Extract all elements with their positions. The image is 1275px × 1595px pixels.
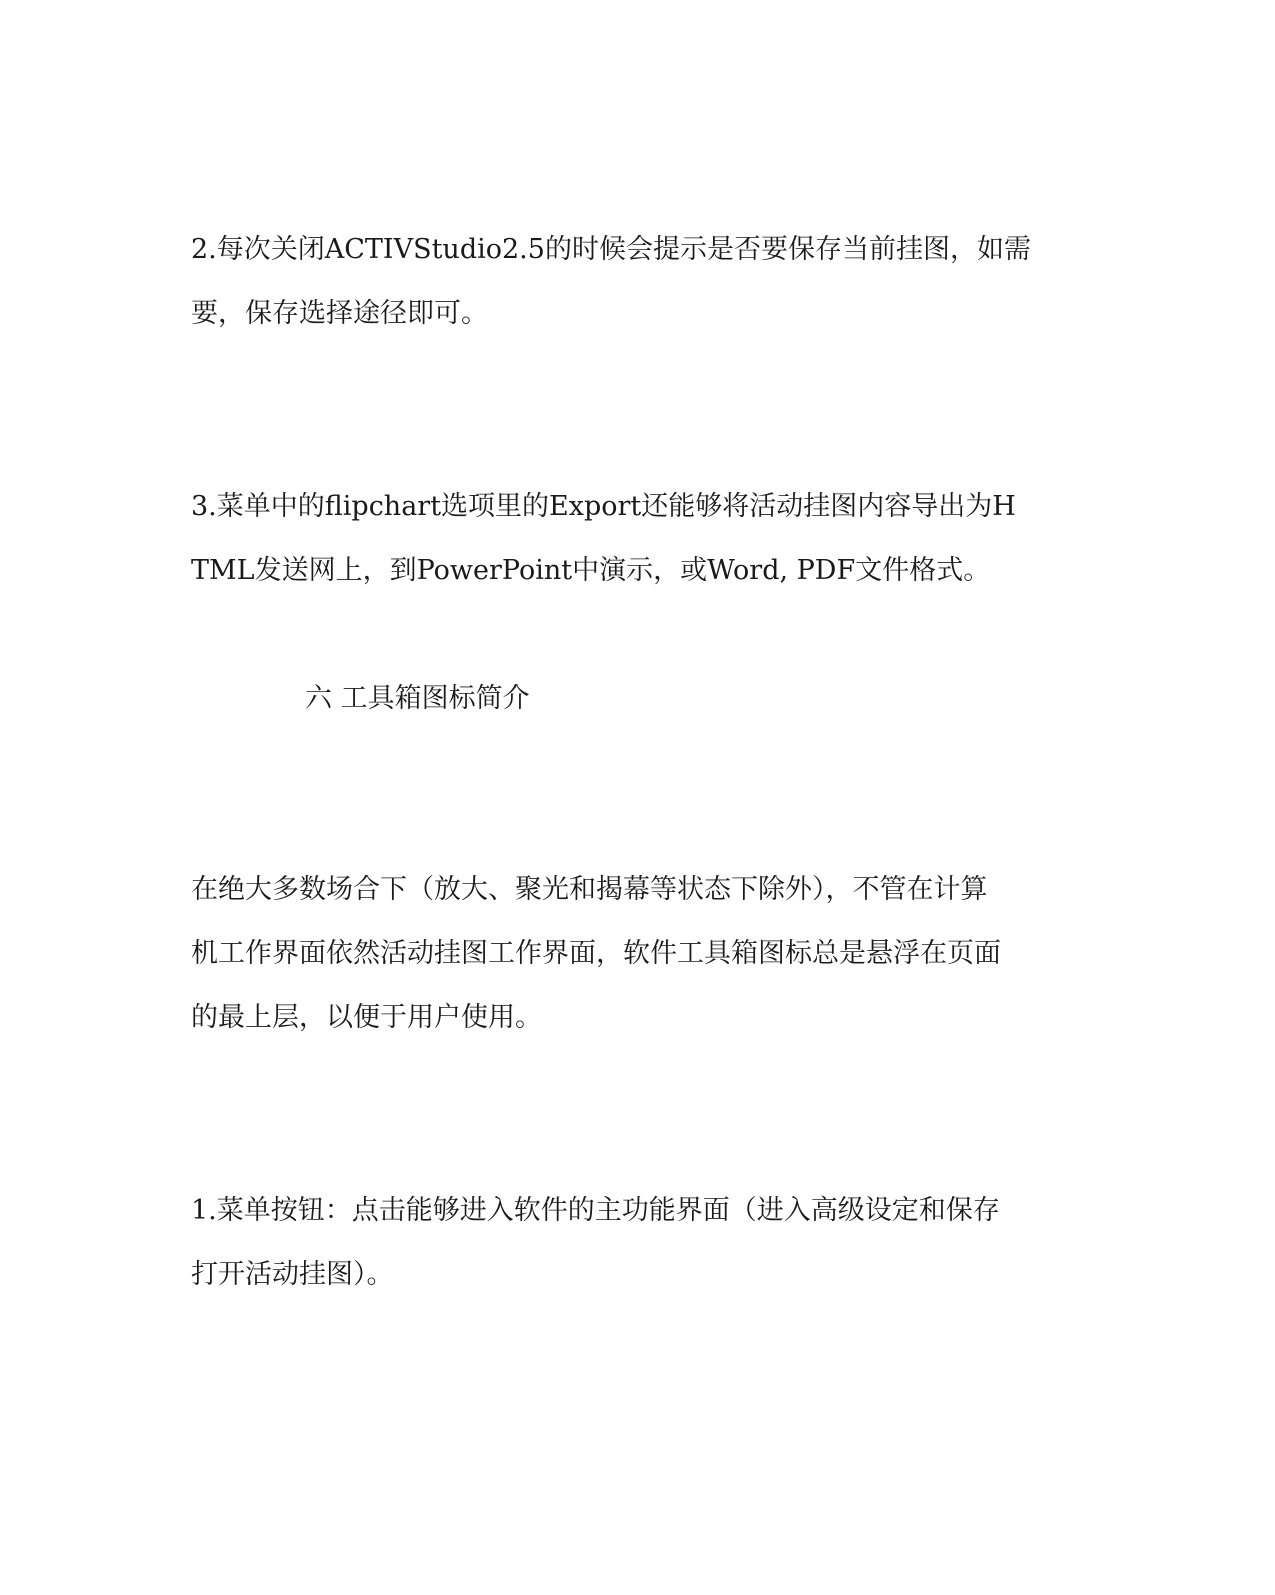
text-line: 机工作界面依然活动挂图工作界面，软件工具箱图标总是悬浮在页面	[191, 938, 1001, 969]
section-heading: 六 工具箱图标简介	[305, 683, 530, 714]
text-line: 的最上层，以便于用户使用。	[191, 1002, 542, 1033]
paragraph-save-prompt	[191, 218, 1051, 346]
text-line: 2.每次关闭ACTIVStudio2.5的时候会提示是否要保存当前挂图，如需	[191, 234, 1031, 265]
paragraph-toolbox-intro	[191, 858, 1051, 1050]
text-line: TML发送网上，到PowerPoint中演示，或Word, PDF文件格式。	[191, 555, 991, 586]
text-line: 要，保存选择途径即可。	[191, 298, 488, 329]
text-line: 1.菜单按钮：点击能够进入软件的主功能界面（进入高级设定和保存	[191, 1195, 1000, 1226]
paragraph-export	[191, 475, 1051, 603]
paragraph-menu-button	[191, 1179, 1051, 1307]
text-line: 3.菜单中的flipchart选项里的Export还能够将活动挂图内容导出为H	[191, 491, 1016, 522]
text-line: 打开活动挂图）。	[191, 1259, 394, 1290]
text-line: 在绝大多数场合下（放大、聚光和揭幕等状态下除外），不管在计算	[191, 874, 988, 905]
